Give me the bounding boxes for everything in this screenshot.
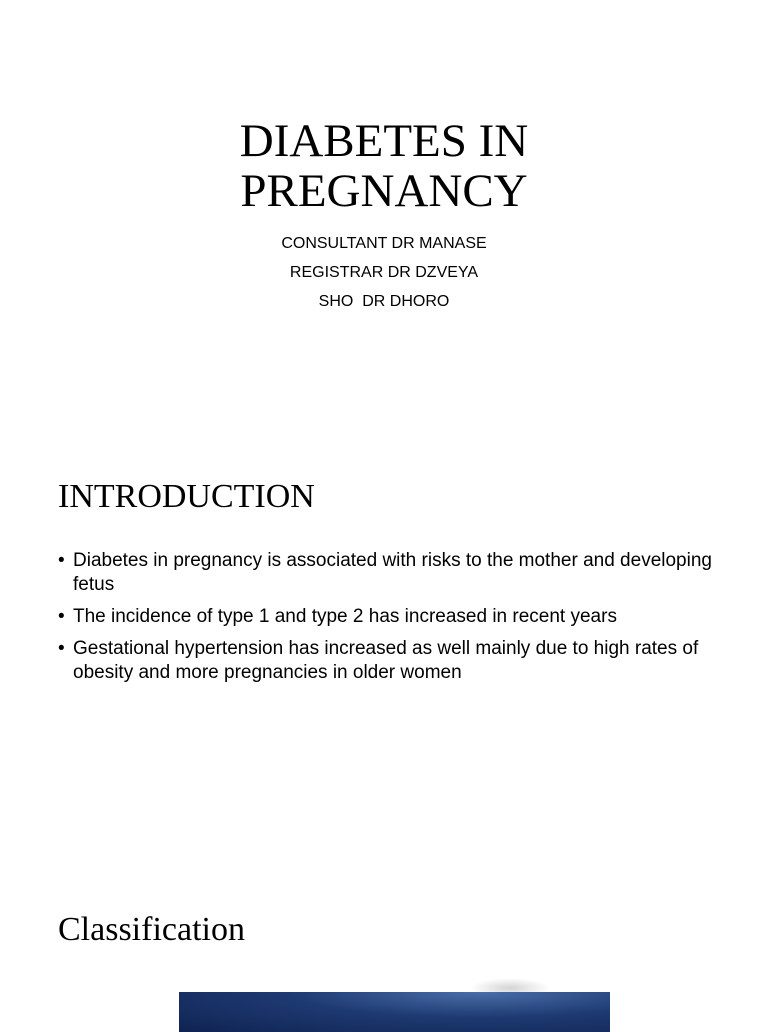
classification-image [179, 992, 610, 1032]
bullet-item [58, 605, 718, 629]
title-slide [0, 0, 768, 430]
introduction-bullets [58, 549, 718, 693]
author-consultant: CONSULTANT DR MANASE [281, 235, 487, 252]
author-sho: SHO DR DHORO [318, 293, 450, 310]
title-line-1: DIABETES IN [239, 115, 529, 167]
bullet-text: Gestational hypertension has increased as well mainly due to high rates of obesity and more pregnancies in older women [73, 638, 699, 683]
bullet-text: The incidence of type 1 and type 2 has increased in recent years [73, 606, 617, 627]
bullet-item [58, 549, 718, 597]
bullet-item [58, 637, 718, 685]
classification-heading: Classification [58, 911, 245, 948]
presentation-title [0, 116, 768, 216]
bullet-icon: • [58, 550, 65, 571]
bullet-text: Diabetes in pregnancy is associated with risks to the mother and developing fetus [73, 550, 712, 595]
bullet-icon: • [58, 638, 65, 659]
author-registrar: REGISTRAR DR DZVEYA [289, 264, 479, 281]
title-line-2: PREGNANCY [240, 165, 528, 217]
classification-slide [0, 875, 768, 1024]
introduction-heading: INTRODUCTION [58, 478, 315, 515]
introduction-slide [0, 430, 768, 875]
authors-list [0, 229, 768, 316]
bullet-icon: • [58, 606, 65, 627]
